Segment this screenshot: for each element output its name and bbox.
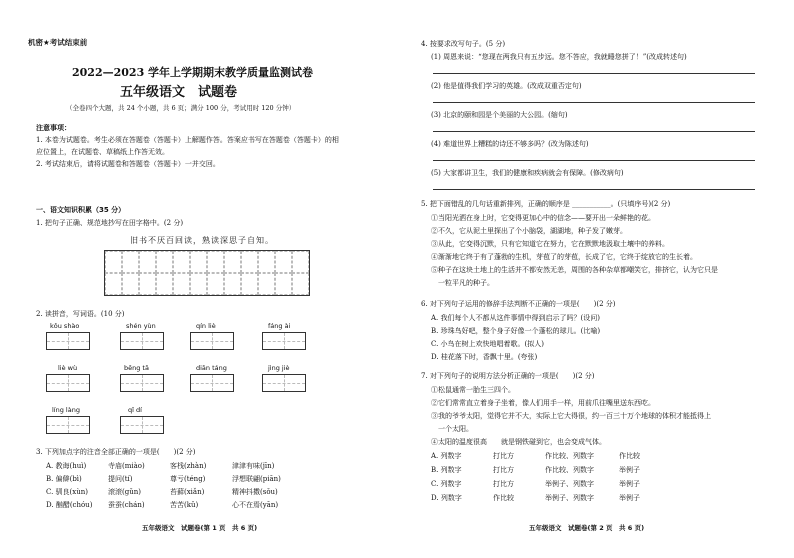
answer-box[interactable] bbox=[262, 374, 306, 392]
grid-cell[interactable] bbox=[275, 251, 292, 273]
section-heading: 一、语文知识积累（35 分） bbox=[36, 206, 126, 214]
option-text: 寺庙(miào) bbox=[108, 462, 145, 470]
option-text: 举例子、列数字 bbox=[545, 480, 594, 488]
grid-cell[interactable] bbox=[139, 273, 156, 295]
option-text[interactable]: B. 珍珠鸟好吧，整个身子好像一个蓬松的球儿。(比喻) bbox=[431, 327, 601, 335]
question-3: 3. 下列加点字的注音全部正确的一项是( )(2 分) bbox=[36, 448, 196, 456]
option-text[interactable]: B. 列数字 bbox=[431, 466, 462, 474]
rewrite-item: (1) 周恩来说：“您现在两我只有五步远。您不答应，我就睡您拼了！”(改成转述句) bbox=[431, 53, 687, 61]
notes-heading: 注意事项： bbox=[36, 124, 71, 132]
option-text: 滚滚(gǔn) bbox=[108, 488, 141, 496]
option-text: 举例子、列数字 bbox=[545, 494, 594, 502]
answer-line[interactable] bbox=[433, 102, 755, 103]
copy-sentence: 旧书不厌百回读，熟读深思子自知。 bbox=[130, 236, 274, 245]
explanation-sentence: ④太阳的温度很高 就是钢铁碰到它，也会变成气体。 bbox=[431, 438, 606, 446]
pinyin-label: diān táng bbox=[196, 364, 227, 372]
grid-cell[interactable] bbox=[224, 273, 241, 295]
pinyin-label: jìng jiè bbox=[268, 364, 290, 372]
pinyin-label: fáng ài bbox=[268, 322, 291, 330]
ordering-sentence: 一粒平凡的种子。 bbox=[431, 279, 494, 287]
option-text[interactable]: C. 小鸟在树上欢快地唱着歌。(拟人) bbox=[431, 340, 545, 348]
option-text: 尊亏(téng) bbox=[170, 475, 206, 483]
grid-cell[interactable] bbox=[122, 251, 139, 273]
grid-cell[interactable] bbox=[207, 251, 224, 273]
option-text[interactable]: D. 桂花落下时，香飘十里。(夸张) bbox=[431, 353, 538, 361]
pinyin-label: qín liè bbox=[196, 322, 216, 330]
answer-box[interactable] bbox=[46, 374, 90, 392]
option-text: 蚕蚕(chán) bbox=[108, 501, 145, 509]
answer-line[interactable] bbox=[433, 189, 755, 190]
page-footer: 五年级语文 试题卷(第 2 页 共 6 页) bbox=[529, 524, 645, 532]
grid-cell[interactable] bbox=[190, 273, 207, 295]
answer-line[interactable] bbox=[433, 131, 755, 132]
option-text: 心不在焉(yān) bbox=[232, 501, 279, 509]
pinyin-label: shén yùn bbox=[126, 322, 156, 330]
exam-subtitle: 五年级语文 试题卷 bbox=[120, 85, 238, 100]
confidential-label: 机密★考试结束前 bbox=[28, 38, 88, 47]
ordering-sentence: ③从此，它变得沉默，只有它知道它在努力，它在默默地汲取土壤中的养料。 bbox=[431, 240, 669, 248]
option-text[interactable]: C. 列数字 bbox=[431, 480, 462, 488]
answer-box[interactable] bbox=[46, 332, 90, 350]
grid-cell[interactable] bbox=[207, 273, 224, 295]
grid-cell[interactable] bbox=[275, 273, 292, 295]
option-text: 打比方 bbox=[493, 466, 514, 474]
answer-box[interactable] bbox=[262, 332, 306, 350]
option-text[interactable]: C. 驯良(xùn) bbox=[46, 488, 88, 496]
answer-line[interactable] bbox=[433, 160, 755, 161]
option-text: 提问(tí) bbox=[108, 475, 133, 483]
option-text: 浮想联翩(piān) bbox=[232, 475, 281, 483]
grid-cell[interactable] bbox=[173, 273, 190, 295]
grid-cell[interactable] bbox=[258, 273, 275, 295]
option-text: 举例子 bbox=[619, 480, 640, 488]
option-text: 作比较 bbox=[493, 494, 514, 502]
grid-cell[interactable] bbox=[122, 273, 139, 295]
option-text[interactable]: A. 我们每个人不都从这件事情中得到启示了吗？(设问) bbox=[431, 314, 600, 322]
option-text: 作比较、列数字 bbox=[545, 466, 594, 474]
rewrite-item: (2) 他是值得我们学习的英雄。(改成双重否定句) bbox=[431, 82, 582, 90]
grid-cell[interactable] bbox=[190, 251, 207, 273]
note-line: 1. 本卷为试题卷。考生必须在答题卷（答题卡）上解题作答。答案应书写在答题卷（答题卡）的相 bbox=[36, 136, 339, 144]
tianzige-grid[interactable] bbox=[104, 250, 310, 296]
grid-cell[interactable] bbox=[241, 251, 258, 273]
option-text[interactable]: D. 酗醋(chóu) bbox=[46, 501, 93, 509]
grid-cell[interactable] bbox=[224, 251, 241, 273]
grid-cell[interactable] bbox=[258, 251, 275, 273]
grid-cell[interactable] bbox=[156, 273, 173, 295]
ordering-sentence: ⑤种子在这块土地上的生活并不都安然无恙，周围的各种杂草都嘲笑它，排挤它，认为它只是 bbox=[431, 266, 718, 274]
exam-info: （全卷四个大题，共 24 个小题，共 6 页；满分 100 分，考试用时 120 分钟） bbox=[66, 104, 296, 112]
option-text[interactable]: A. 教诲(huì) bbox=[46, 462, 87, 470]
answer-box[interactable] bbox=[120, 416, 164, 434]
pinyin-label: qǐ dí bbox=[128, 406, 142, 414]
pinyin-label: líng làng bbox=[52, 406, 80, 414]
explanation-sentence: 一个太阳。 bbox=[431, 425, 473, 433]
option-text[interactable]: D. 列数字 bbox=[431, 494, 462, 502]
option-text: 举例子 bbox=[619, 494, 640, 502]
grid-cell[interactable] bbox=[292, 273, 309, 295]
rewrite-item: (5) 大家都讲卫生，我们的健康和疾病就会有保障。(修改病句) bbox=[431, 169, 624, 177]
answer-box[interactable] bbox=[120, 332, 164, 350]
option-text: 作比较 bbox=[619, 452, 640, 460]
explanation-sentence: ②它们常常直立着身子坐着，像人们用手一样，用前爪往嘴里送东西吃。 bbox=[431, 399, 655, 407]
rewrite-item: (3) 北京的颐和园是个美丽的大公园。(缩句) bbox=[431, 111, 568, 119]
question-2: 2. 读拼音，写词语。(10 分) bbox=[36, 310, 125, 318]
answer-box[interactable] bbox=[190, 332, 234, 350]
answer-line[interactable] bbox=[433, 73, 755, 74]
pinyin-label: kǒu shào bbox=[50, 322, 80, 330]
grid-cell[interactable] bbox=[292, 251, 309, 273]
option-text[interactable]: A. 列数字 bbox=[431, 452, 462, 460]
question-7: 7. 对下列句子的说明方法分析正确的一项是( )(2 分) bbox=[421, 372, 595, 380]
question-5: 5. 把下面错乱的几句话重新排列，正确的顺序是 ___________。(只填序号)(2 分) bbox=[421, 200, 671, 208]
option-text: 作比较、列数字 bbox=[545, 452, 594, 460]
question-6: 6. 对下列句子运用的修辞手法判断不正确的一项是( )(2 分) bbox=[421, 300, 616, 308]
option-text: 苦苦(kǔ) bbox=[170, 501, 199, 509]
page-footer: 五年级语文 试题卷(第 1 页 共 6 页) bbox=[142, 524, 258, 532]
ordering-sentence: ①当阳光洒在身上时，它变得更加心中的信念——要开出一朵鲜艳的花。 bbox=[431, 214, 655, 222]
explanation-sentence: ①松鼠通常一胎生三四个。 bbox=[431, 386, 515, 394]
grid-cell[interactable] bbox=[105, 273, 122, 295]
option-text: 精神抖擞(sǒu) bbox=[232, 488, 278, 496]
note-line: 应位置上，在试题卷、草稿纸上作答无效。 bbox=[36, 148, 169, 156]
pinyin-label: liè wù bbox=[58, 364, 78, 372]
rewrite-item: (4) 难道世界上糟糕的诗还不够多吗？(改为陈述句) bbox=[431, 140, 589, 148]
grid-cell[interactable] bbox=[241, 273, 258, 295]
option-text: 举例子 bbox=[619, 466, 640, 474]
question-1: 1. 把句子正确、规范地抄写在田字格中。(2 分) bbox=[36, 219, 184, 227]
option-text[interactable]: B. 偏僻(bì) bbox=[46, 475, 82, 483]
grid-cell[interactable] bbox=[173, 251, 190, 273]
exam-title: 2022—2023 学年上学期期末教学质量监测试卷 bbox=[72, 66, 314, 79]
option-text: 津津有味(jīn) bbox=[232, 462, 275, 470]
answer-box[interactable] bbox=[120, 374, 164, 392]
answer-box[interactable] bbox=[190, 374, 234, 392]
page-right bbox=[397, 0, 794, 558]
option-text: 苔藓(xiǎn) bbox=[170, 488, 205, 496]
grid-cell[interactable] bbox=[156, 251, 173, 273]
grid-cell[interactable] bbox=[139, 251, 156, 273]
option-text: 打比方 bbox=[493, 452, 514, 460]
answer-box[interactable] bbox=[46, 416, 90, 434]
ordering-sentence: ④渐渐地它终于有了蓬勃的生机，芽苞了的芽苞，长成了它，它终于绽放它的生长着。 bbox=[431, 253, 697, 261]
note-line: 2. 考试结束后，请将试题卷和答题卷（答题卡）一并交回。 bbox=[36, 160, 220, 168]
explanation-sentence: ③我的爷爷太阳，觉得它并不大，实际上它大得很，约一百三十万个地球的体积才能抵得上 bbox=[431, 412, 711, 420]
ordering-sentence: ②不久，它从泥土里探出了个小脑袋，湖湖地，种子发了嫩芽。 bbox=[431, 227, 627, 235]
option-text: 客栈(zhàn) bbox=[170, 462, 207, 470]
grid-cell[interactable] bbox=[105, 251, 122, 273]
question-4: 4. 按要求改写句子。(5 分) bbox=[421, 40, 506, 48]
pinyin-label: bēng tā bbox=[124, 364, 149, 372]
option-text: 打比方 bbox=[493, 480, 514, 488]
